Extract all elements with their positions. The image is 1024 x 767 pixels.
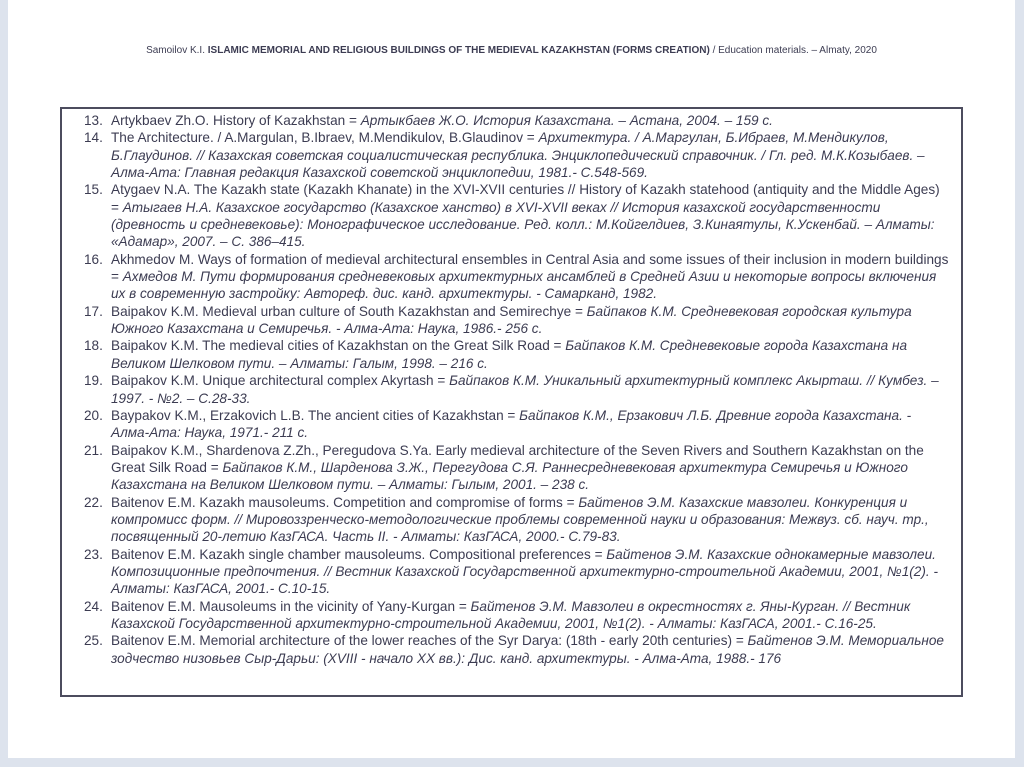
reference-number: 13. [84, 113, 103, 128]
reference-english: Baipakov K.M., Shardenova Z.Zh., Peregudova S.Ya. Early medieval architecture of the Seven Rivers and Southern Kazakhstan on the Great Silk Road = [111, 442, 924, 475]
reference-number: 24. [84, 598, 103, 614]
slide [8, 0, 1015, 758]
reference-number: 19. [84, 373, 103, 389]
reference-number: 17. [84, 303, 103, 319]
reference-text [111, 372, 951, 407]
reference-russian: Байпаков К.М. Средневековые города Казахстана на Великом Шелковом пути. – Алматы: Галым, 1998. – 216 с. [111, 338, 907, 371]
reference-english: Akhmedov M. Ways of formation of medieval architectural ensembles in Central Asia and some issues of their inclusion in modern buildings = [111, 251, 949, 285]
references-box [60, 107, 963, 697]
reference-english: Baitenov E.M. Kazakh mausoleums. Competition and compromise of forms = [111, 494, 579, 510]
reference-russian: Байпаков К.М., Ерзакович Л.Б. Древние города Казахстана. - Алма-Ата: Наука, 1971.- 211 с. [111, 407, 912, 441]
header-title: ISLAMIC MEMORIAL AND RELIGIOUS BUILDINGS OF THE MEDIEVAL KAZAKHSTAN (FORMS CREATION) [207, 45, 710, 56]
reference-text [111, 407, 951, 442]
reference-russian: Байпаков К.М., Шарденова З.Ж., Перегудова С.Я. Раннесредневековая архитектура Семиречья и Южного Казахстана на Великом Шелковом пути. – Алматы: Гылым, 2001. – 238 с. [111, 459, 908, 493]
reference-russian: Байпаков К.М. Средневековая городская культура Южного Казахстана и Семиречья. - Алма-Ата: Наука, 1986.- 256 с. [111, 303, 912, 337]
reference-russian: Архитектура. / А.Маргулан, Б.Ибраев, М.Мендикулов, Б.Глаудинов. // Казахская советская социалистическая республика. Энциклопедический справочник. / Гл. ред. М.К.Козыбаев. – Алма-Ата: Главная редакция Казахской советской энциклопедии, 1981.- С.548-569. [111, 130, 925, 181]
reference-english: Baitenov E.M. Kazakh single chamber mausoleums. Compositional preferences = [111, 546, 607, 562]
reference-item [84, 442, 951, 494]
reference-english: Baypakov K.M., Erzakovich L.B. The ancient cities of Kazakhstan = [111, 407, 520, 423]
reference-item [84, 407, 951, 442]
reference-russian: Байпаков К.М. Уникальный архитектурный комплекс Акырташ. // Кумбез. – 1997. - №2. – С.28-33. [111, 373, 939, 406]
reference-text [111, 181, 951, 250]
reference-text [111, 632, 951, 667]
reference-russian: Байтенов Э.М. Мемориальное зодчество низовьев Сыр-Дарьи: (XVIII - начало XX вв.): Дис. канд. архитектуры. - Алма-Ата, 1988.- 176 [111, 633, 944, 666]
reference-item [84, 494, 951, 546]
reference-english: Artykbaev Zh.O. History of Kazakhstan = [111, 113, 361, 128]
reference-number: 22. [84, 494, 103, 510]
reference-item [84, 546, 951, 598]
reference-russian: Атыгаев Н.А. Казахское государство (Казахское ханство) в XVI-XVII веках // История казахской государственности (древность и средневековье): Монографическое исследование. Ред. колл.: М.Койгелдиев, З.Кинаятулы, К.Ускенбай. – Алматы: «Адамар», 2007. – С. 386–415. [111, 199, 935, 250]
reference-item [84, 598, 951, 633]
reference-item [84, 181, 951, 250]
reference-english: Baipakov K.M. Unique architectural complex Akyrtash = [111, 373, 450, 389]
reference-english: Baipakov K.M. Medieval urban culture of South Kazakhstan and Semirechye = [111, 303, 587, 319]
reference-english: Atygaev N.A. The Kazakh state (Kazakh Khanate) in the XVI-XVII centuries // History of Kazakh statehood (antiquity and the Middle Ages) = [111, 182, 940, 215]
reference-number: 16. [84, 251, 103, 267]
reference-english: Baipakov K.M. The medieval cities of Kazakhstan on the Great Silk Road = [111, 338, 566, 354]
reference-text [111, 494, 951, 546]
reference-item [84, 129, 951, 181]
reference-item [84, 632, 951, 667]
reference-russian: Артыкбаев Ж.О. История Казахстана. – Астана, 2004. – 159 с. [360, 113, 773, 128]
reference-item [84, 112, 951, 129]
reference-item [84, 372, 951, 407]
reference-text [111, 112, 951, 129]
reference-number: 18. [84, 338, 103, 354]
references-list [84, 112, 951, 667]
header-author: Samoilov K.I. [146, 45, 208, 56]
reference-number: 20. [84, 407, 103, 423]
reference-text [111, 303, 951, 338]
reference-number: 15. [84, 182, 103, 198]
reference-russian: Ахмедов М. Пути формирования средневековых архитектурных ансамблей в Средней Азии и некоторые вопросы включения их в современную застройку: Автореф. дис. канд. архитектуры. - Самарканд, 1982. [111, 269, 937, 302]
reference-number: 14. [84, 130, 103, 146]
reference-english: Baitenov E.M. Memorial architecture of the lower reaches of the Syr Darya: (18th - early 20th centuries) = [111, 633, 748, 649]
reference-russian: Байтенов Э.М. Казахские однокамерные мавзолеи. Композиционные предпочтения. // Вестник Казахской Государственной архитектурно-строительной Академии, 2001, №1(2). - Алматы: КазГАСА, 2001.- С.10-15. [111, 546, 938, 597]
reference-text [111, 546, 951, 598]
reference-item [84, 303, 951, 338]
reference-number: 25. [84, 633, 103, 649]
reference-item [84, 251, 951, 303]
header-citation [8, 45, 1015, 56]
reference-english: The Architecture. / A.Margulan, B.Ibraev, M.Mendikulov, B.Glaudinov = [111, 130, 539, 146]
reference-text [111, 442, 951, 494]
reference-text [111, 129, 951, 181]
reference-item [84, 337, 951, 372]
reference-text [111, 251, 951, 303]
header-suffix: / Education materials. – Almaty, 2020 [709, 45, 877, 56]
reference-text [111, 598, 951, 633]
reference-russian: Байтенов Э.М. Мавзолеи в окрестностях г. Яны-Курган. // Вестник Казахской Государственной архитектурно-строительной Академии, 2001, №1(2). - Алматы: КазГАСА, 2001.- С.16-25. [111, 598, 911, 631]
reference-number: 21. [84, 442, 103, 458]
reference-russian: Байтенов Э.М. Казахские мавзолеи. Конкуренция и компромисс форм. // Мировоззренческо-методологические проблемы современной науки и образования: Межвуз. сб. науч. тр., посвященный 20-летию КазГАСА. Часть II. - Алматы: КазГАСА, 2000.- С.79-83. [111, 494, 929, 545]
reference-text [111, 337, 951, 372]
reference-english: Baitenov E.M. Mausoleums in the vicinity of Yany-Kurgan = [111, 598, 471, 614]
reference-number: 23. [84, 546, 103, 562]
